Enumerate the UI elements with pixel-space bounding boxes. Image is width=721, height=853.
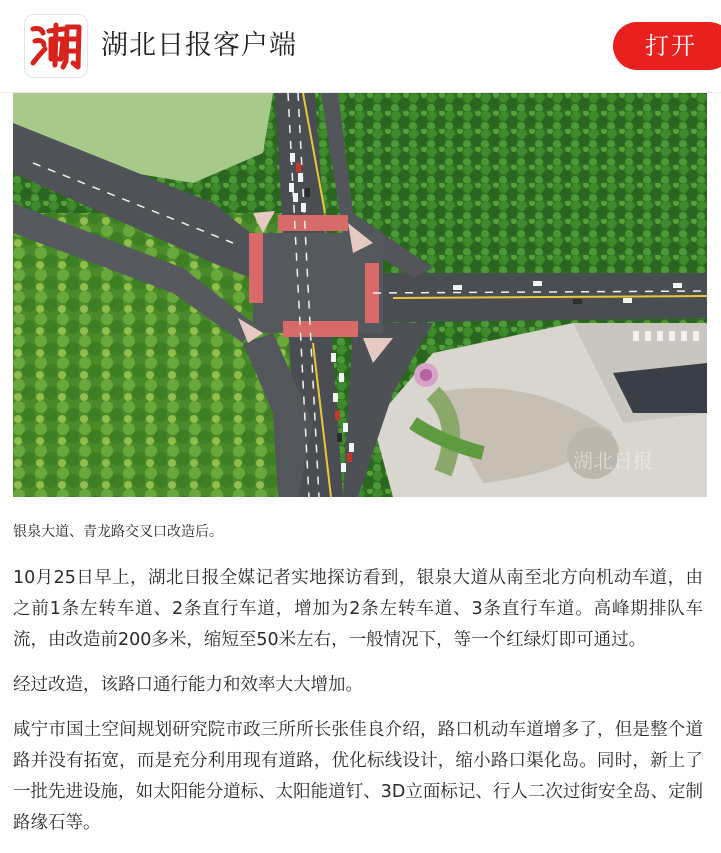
article-paragraph: 10月25日早上，湖北日报全媒记者实地探访看到，银泉大道从南至北方向机动车道，由之前1条左转车道、2条直行车道，增加为2条左转车道、3条直行车道。高峰期排队车流，由改造前200多米，缩短至50米左右，一般情况下，等一个红绿灯即可通过。 <box>13 568 703 650</box>
photo-watermark: 湖北日报 <box>573 449 653 473</box>
app-logo <box>24 14 88 78</box>
open-app-button[interactable]: 打开 <box>613 22 721 70</box>
aerial-intersection-photo <box>13 93 707 497</box>
logo-glyph-icon <box>29 19 83 73</box>
app-name: 湖北日报客户端 <box>101 30 297 61</box>
article-paragraph: 经过改造，该路口通行能力和效率大大增加。 <box>13 675 363 695</box>
app-banner <box>0 0 721 93</box>
photo-caption: 银泉大道、青龙路交叉口改造后。 <box>13 524 223 540</box>
article-paragraph: 咸宁市国土空间规划研究院市政三所所长张佳良介绍，路口机动车道增多了，但是整个道路并没有拓宽，而是充分利用现有道路，优化标线设计，缩小路口渠化岛。同时，新上了一批先进设施，如太阳能分道标、太阳能道钉、3D立面标记、行人二次过街安全岛、定制路缘石等。 <box>13 720 703 833</box>
